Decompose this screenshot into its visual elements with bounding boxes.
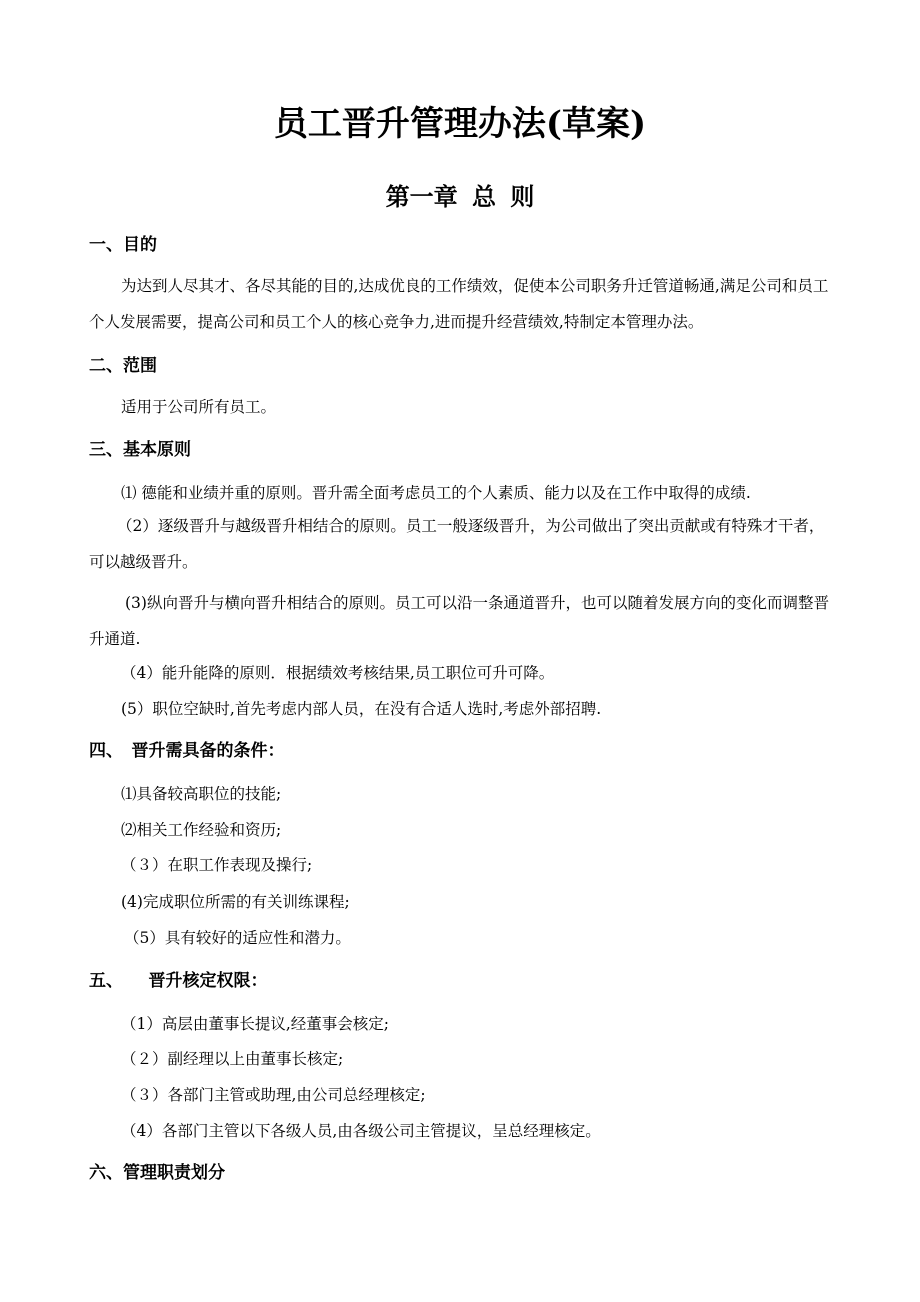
authority-item: （4）各部门主管以下各级人员,由各级公司主管提议，呈总经理核定。	[121, 1122, 601, 1140]
principle-item: ⑴ 德能和业绩并重的原则。晋升需全面考虑员工的个人素质、能力以及在工作中取得的成绩.	[121, 484, 751, 502]
authority-item: （1）高层由董事长提议,经董事会核定;	[121, 1015, 390, 1033]
condition-item: (4)完成职位所需的有关训练课程;	[121, 893, 350, 911]
condition-item: ⑵相关工作经验和资历;	[121, 821, 282, 839]
condition-item: （３）在职工作表现及操行;	[121, 856, 313, 874]
section-heading-responsibilities: 六、管理职责划分	[89, 1163, 225, 1183]
principle-item: (5）职位空缺时,首先考虑内部人员，在没有合适人选时,考虑外部招聘.	[121, 700, 602, 718]
document-title: 员工晋升管理办法(草案)	[273, 104, 647, 144]
section-heading-principles: 三、基本原则	[89, 440, 191, 460]
section-heading-scope: 二、范围	[89, 356, 157, 376]
authority-item: （３）各部门主管或助理,由公司总经理核定;	[121, 1086, 426, 1104]
principle-item: （2）逐级晋升与越级晋升相结合的原则。员工一般逐级晋升，为公司做出了突出贡献或有特殊才干者，可以越级晋升。	[89, 517, 825, 571]
condition-item: （5）具有较好的适应性和潜力。	[124, 929, 351, 947]
principle-item: （4）能升能降的原则．根据绩效考核结果,员工职位可升可降。	[121, 664, 555, 682]
authority-item: （２）副经理以上由董事长核定;	[121, 1050, 344, 1068]
condition-item: ⑴具备较高职位的技能;	[121, 785, 282, 803]
section-body-scope: 适用于公司所有员工。	[121, 398, 277, 416]
principle-item: (3)纵向晋升与横向晋升相结合的原则。员工可以沿一条通道晋升，也可以随着发展方向的变化而调整晋升通道.	[89, 594, 829, 648]
section-body-purpose: 为达到人尽其才、各尽其能的目的,达成优良的工作绩效，促使本公司职务升迁管道畅通,满足公司和员工个人发展需要，提高公司和员工个人的核心竞争力,进而提升经营绩效,特制定本管理办法。	[89, 277, 829, 331]
chapter-heading: 第一章 总 则	[385, 182, 535, 211]
section-heading-purpose: 一、目的	[89, 235, 157, 255]
section-heading-authority: 五、 晋升核定权限：	[89, 971, 268, 991]
section-heading-conditions: 四、 晋升需具备的条件：	[89, 741, 285, 761]
